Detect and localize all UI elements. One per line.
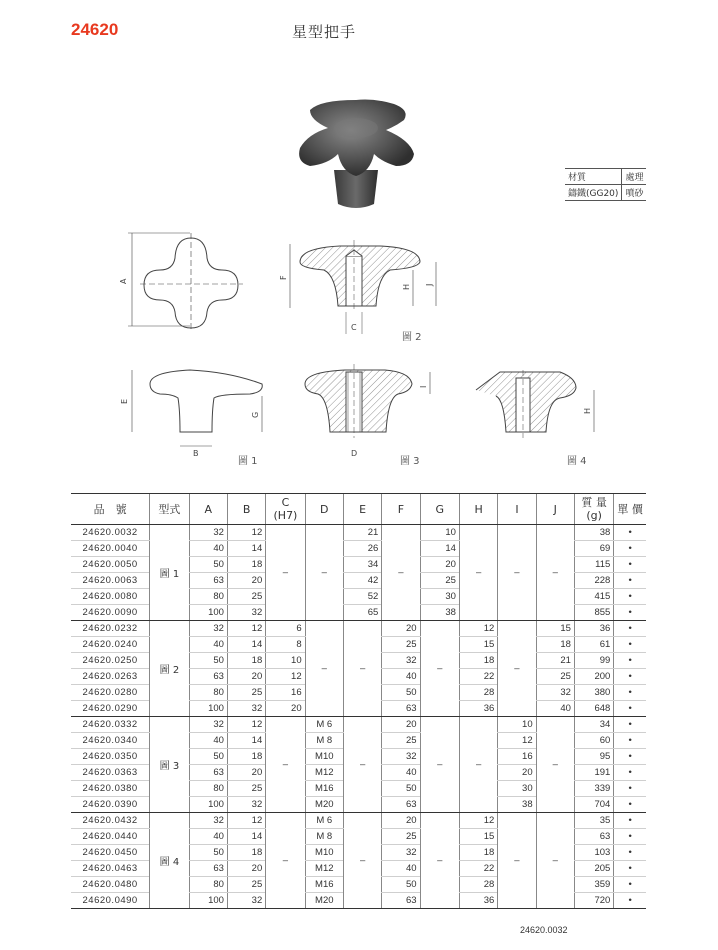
column-header: J: [536, 494, 574, 525]
dim-e: E: [120, 398, 129, 404]
cell-a: 50: [189, 653, 227, 669]
page-title: 星型把手: [292, 23, 357, 41]
dash-cell: –: [420, 621, 459, 717]
mass-cell: 720: [574, 893, 613, 909]
mass-cell: 69: [574, 541, 613, 557]
cell-h: 18: [459, 653, 497, 669]
product-photo: [286, 92, 426, 212]
cell-a: 63: [189, 669, 227, 685]
cell-d: M10: [305, 749, 343, 765]
cell-e: 42: [343, 573, 381, 589]
mass-cell: 704: [574, 797, 613, 813]
dash-cell: –: [536, 813, 574, 909]
mass-cell: 99: [574, 653, 613, 669]
cell-f: 40: [382, 765, 420, 781]
mass-cell: 38: [574, 525, 613, 541]
price-cell: •: [614, 829, 646, 845]
dash-cell: –: [459, 525, 497, 621]
price-cell: •: [614, 557, 646, 573]
cell-j: 15: [536, 621, 574, 637]
cell-g: 20: [420, 557, 459, 573]
column-header: 型式: [150, 494, 189, 525]
model-cell: 24620.0250: [71, 653, 150, 669]
cell-f: 20: [382, 813, 420, 829]
cell-d: M 6: [305, 717, 343, 733]
model-cell: 24620.0390: [71, 797, 150, 813]
cell-b: 18: [227, 557, 265, 573]
price-cell: •: [614, 621, 646, 637]
cell-j: 18: [536, 637, 574, 653]
model-cell: 24620.0090: [71, 605, 150, 621]
figure-3-label: 圖 3: [400, 456, 420, 467]
model-cell: 24620.0480: [71, 877, 150, 893]
dash-cell: –: [498, 813, 536, 909]
cell-f: 40: [382, 861, 420, 877]
cell-j: 21: [536, 653, 574, 669]
cell-b: 20: [227, 669, 265, 685]
cell-d: M16: [305, 877, 343, 893]
cell-h: 15: [459, 637, 497, 653]
cell-c: 20: [266, 701, 305, 717]
cell-f: 20: [382, 717, 420, 733]
column-header: H: [459, 494, 497, 525]
cell-f: 63: [382, 893, 420, 909]
mass-cell: 648: [574, 701, 613, 717]
cell-b: 20: [227, 765, 265, 781]
price-cell: •: [614, 797, 646, 813]
cell-f: 40: [382, 669, 420, 685]
column-header: E: [343, 494, 381, 525]
cell-a: 50: [189, 557, 227, 573]
cell-b: 18: [227, 653, 265, 669]
cell-d: M20: [305, 893, 343, 909]
model-cell: 24620.0063: [71, 573, 150, 589]
cell-e: 26: [343, 541, 381, 557]
cell-c: 10: [266, 653, 305, 669]
cell-b: 32: [227, 701, 265, 717]
cell-c: 6: [266, 621, 305, 637]
cell-d: M12: [305, 861, 343, 877]
dim-j: J: [425, 283, 434, 286]
type-cell: 圖 3: [150, 717, 189, 813]
product-code: 24620: [71, 20, 119, 39]
spec-table: [71, 493, 646, 909]
model-cell: 24620.0240: [71, 637, 150, 653]
dash-cell: –: [305, 621, 343, 717]
dim-b: B: [193, 449, 199, 458]
dash-cell: –: [459, 717, 497, 813]
cell-f: 32: [382, 653, 420, 669]
mass-cell: 415: [574, 589, 613, 605]
price-cell: •: [614, 845, 646, 861]
mass-cell: 35: [574, 813, 613, 829]
cell-b: 32: [227, 797, 265, 813]
price-cell: •: [614, 861, 646, 877]
cell-g: 25: [420, 573, 459, 589]
dash-cell: –: [266, 813, 305, 909]
cell-a: 63: [189, 765, 227, 781]
price-cell: •: [614, 685, 646, 701]
mass-cell: 855: [574, 605, 613, 621]
cell-h: 18: [459, 845, 497, 861]
price-cell: •: [614, 701, 646, 717]
model-cell: 24620.0490: [71, 893, 150, 909]
cell-h: 36: [459, 893, 497, 909]
dash-cell: –: [498, 621, 536, 717]
price-cell: •: [614, 653, 646, 669]
model-cell: 24620.0363: [71, 765, 150, 781]
column-header: 單 價: [614, 494, 646, 525]
dash-cell: –: [420, 813, 459, 909]
mass-cell: 380: [574, 685, 613, 701]
cell-b: 32: [227, 893, 265, 909]
model-cell: 24620.0050: [71, 557, 150, 573]
cell-b: 14: [227, 637, 265, 653]
model-cell: 24620.0450: [71, 845, 150, 861]
mass-cell: 191: [574, 765, 613, 781]
cell-f: 50: [382, 685, 420, 701]
cell-a: 80: [189, 589, 227, 605]
cell-c: 16: [266, 685, 305, 701]
model-cell: 24620.0280: [71, 685, 150, 701]
dim-g: G: [251, 411, 260, 418]
cell-a: 40: [189, 541, 227, 557]
column-header: 品 號: [71, 494, 150, 525]
dash-cell: –: [266, 525, 305, 621]
dim-f: F: [279, 275, 288, 280]
cell-b: 20: [227, 573, 265, 589]
price-cell: •: [614, 813, 646, 829]
mass-cell: 359: [574, 877, 613, 893]
dim-h: H: [402, 283, 411, 290]
cell-f: 50: [382, 877, 420, 893]
cell-a: 80: [189, 877, 227, 893]
cell-a: 80: [189, 781, 227, 797]
cell-h: 22: [459, 669, 497, 685]
cell-d: M 8: [305, 829, 343, 845]
column-header: G: [420, 494, 459, 525]
model-cell: 24620.0463: [71, 861, 150, 877]
price-cell: •: [614, 733, 646, 749]
cell-f: 63: [382, 701, 420, 717]
material-table: [565, 168, 646, 201]
cell-f: 25: [382, 637, 420, 653]
cell-f: 32: [382, 845, 420, 861]
cell-b: 12: [227, 717, 265, 733]
table-row: [71, 717, 646, 733]
cell-i: 10: [498, 717, 536, 733]
model-cell: 24620.0350: [71, 749, 150, 765]
dim-a: A: [119, 278, 128, 284]
price-cell: •: [614, 877, 646, 893]
cell-j: 25: [536, 669, 574, 685]
cell-a: 40: [189, 637, 227, 653]
cell-h: 15: [459, 829, 497, 845]
cell-b: 25: [227, 685, 265, 701]
cell-i: 16: [498, 749, 536, 765]
dash-cell: –: [343, 717, 381, 813]
price-cell: •: [614, 525, 646, 541]
footer-code: 24620.0032: [520, 925, 568, 935]
mass-cell: 339: [574, 781, 613, 797]
price-cell: •: [614, 669, 646, 685]
cell-a: 100: [189, 701, 227, 717]
cell-f: 25: [382, 733, 420, 749]
cell-b: 14: [227, 733, 265, 749]
cell-b: 12: [227, 621, 265, 637]
cell-a: 63: [189, 861, 227, 877]
dash-cell: –: [498, 525, 536, 621]
figure-4-label: 圖 4: [567, 456, 587, 467]
cell-b: 14: [227, 829, 265, 845]
mass-cell: 60: [574, 733, 613, 749]
price-cell: •: [614, 749, 646, 765]
cell-a: 32: [189, 813, 227, 829]
type-cell: 圖 2: [150, 621, 189, 717]
model-cell: 24620.0232: [71, 621, 150, 637]
cell-j: 40: [536, 701, 574, 717]
cell-g: 30: [420, 589, 459, 605]
cell-g: 14: [420, 541, 459, 557]
model-cell: 24620.0290: [71, 701, 150, 717]
model-cell: 24620.0032: [71, 525, 150, 541]
column-header: I: [498, 494, 536, 525]
column-header: C (H7): [266, 494, 305, 525]
mass-cell: 103: [574, 845, 613, 861]
cell-c: 12: [266, 669, 305, 685]
mass-cell: 63: [574, 829, 613, 845]
mass-cell: 36: [574, 621, 613, 637]
dash-cell: –: [536, 525, 574, 621]
price-cell: •: [614, 605, 646, 621]
column-header: B: [227, 494, 265, 525]
cell-i: 12: [498, 733, 536, 749]
price-cell: •: [614, 589, 646, 605]
dash-cell: –: [420, 717, 459, 813]
cell-i: 20: [498, 765, 536, 781]
model-cell: 24620.0080: [71, 589, 150, 605]
dash-cell: –: [536, 717, 574, 813]
cell-g: 10: [420, 525, 459, 541]
mass-cell: 228: [574, 573, 613, 589]
cell-b: 25: [227, 781, 265, 797]
mass-cell: 61: [574, 637, 613, 653]
cell-a: 50: [189, 749, 227, 765]
column-header: A: [189, 494, 227, 525]
figure-1-label: 圖 1: [238, 456, 258, 467]
cell-h: 12: [459, 621, 497, 637]
cell-h: 36: [459, 701, 497, 717]
cell-f: 50: [382, 781, 420, 797]
cell-a: 32: [189, 621, 227, 637]
cell-b: 12: [227, 525, 265, 541]
cell-b: 25: [227, 589, 265, 605]
cell-i: 30: [498, 781, 536, 797]
dash-cell: –: [382, 525, 420, 621]
cell-b: 25: [227, 877, 265, 893]
cell-a: 40: [189, 733, 227, 749]
model-cell: 24620.0340: [71, 733, 150, 749]
price-cell: •: [614, 765, 646, 781]
type-cell: 圖 1: [150, 525, 189, 621]
table-row: [71, 621, 646, 637]
spec-table-header: [71, 494, 646, 525]
treatment-value: 噴砂: [622, 185, 647, 201]
mass-cell: 205: [574, 861, 613, 877]
dash-cell: –: [305, 525, 343, 621]
model-cell: 24620.0440: [71, 829, 150, 845]
cell-d: M 8: [305, 733, 343, 749]
model-cell: 24620.0332: [71, 717, 150, 733]
cell-d: M 6: [305, 813, 343, 829]
cell-a: 100: [189, 605, 227, 621]
price-cell: •: [614, 893, 646, 909]
cell-h: 28: [459, 877, 497, 893]
cell-d: M10: [305, 845, 343, 861]
price-cell: •: [614, 717, 646, 733]
cell-e: 34: [343, 557, 381, 573]
cell-c: 8: [266, 637, 305, 653]
cell-e: 21: [343, 525, 381, 541]
cell-i: 38: [498, 797, 536, 813]
cell-f: 20: [382, 621, 420, 637]
cell-a: 40: [189, 829, 227, 845]
cell-d: M16: [305, 781, 343, 797]
technical-drawings: [0, 225, 718, 475]
table-row: [71, 813, 646, 829]
mass-cell: 115: [574, 557, 613, 573]
cell-b: 20: [227, 861, 265, 877]
cell-h: 28: [459, 685, 497, 701]
cell-d: M20: [305, 797, 343, 813]
cell-f: 25: [382, 829, 420, 845]
model-cell: 24620.0263: [71, 669, 150, 685]
cell-b: 32: [227, 605, 265, 621]
cell-j: 32: [536, 685, 574, 701]
column-header: D: [305, 494, 343, 525]
cell-e: 52: [343, 589, 381, 605]
cell-b: 14: [227, 541, 265, 557]
cell-a: 50: [189, 845, 227, 861]
mass-cell: 200: [574, 669, 613, 685]
type-cell: 圖 4: [150, 813, 189, 909]
cell-a: 80: [189, 685, 227, 701]
cell-f: 32: [382, 749, 420, 765]
treatment-header: 處理: [622, 169, 647, 185]
price-cell: •: [614, 573, 646, 589]
table-row: [71, 525, 646, 541]
dim-d: D: [351, 449, 358, 458]
cell-h: 22: [459, 861, 497, 877]
cell-g: 38: [420, 605, 459, 621]
price-cell: •: [614, 781, 646, 797]
cell-e: 65: [343, 605, 381, 621]
dash-cell: –: [266, 717, 305, 813]
dash-cell: –: [343, 621, 381, 717]
cell-a: 63: [189, 573, 227, 589]
cell-d: M12: [305, 765, 343, 781]
dim-c: C: [351, 323, 357, 332]
price-cell: •: [614, 637, 646, 653]
model-cell: 24620.0380: [71, 781, 150, 797]
material-value: 鑄鐵(GG20): [565, 185, 622, 201]
dim-i: I: [419, 385, 428, 388]
figure-2-label: 圖 2: [402, 332, 422, 343]
column-header: 質 量 (g): [574, 494, 613, 525]
cell-a: 100: [189, 893, 227, 909]
mass-cell: 95: [574, 749, 613, 765]
price-cell: •: [614, 541, 646, 557]
model-cell: 24620.0432: [71, 813, 150, 829]
cell-b: 18: [227, 845, 265, 861]
model-cell: 24620.0040: [71, 541, 150, 557]
material-header: 材質: [565, 169, 622, 185]
column-header: F: [382, 494, 420, 525]
dim-h-fig4: H: [583, 407, 592, 414]
cell-b: 18: [227, 749, 265, 765]
mass-cell: 34: [574, 717, 613, 733]
cell-b: 12: [227, 813, 265, 829]
cell-a: 32: [189, 525, 227, 541]
cell-a: 100: [189, 797, 227, 813]
cell-h: 12: [459, 813, 497, 829]
dash-cell: –: [343, 813, 381, 909]
cell-a: 32: [189, 717, 227, 733]
cell-f: 63: [382, 797, 420, 813]
